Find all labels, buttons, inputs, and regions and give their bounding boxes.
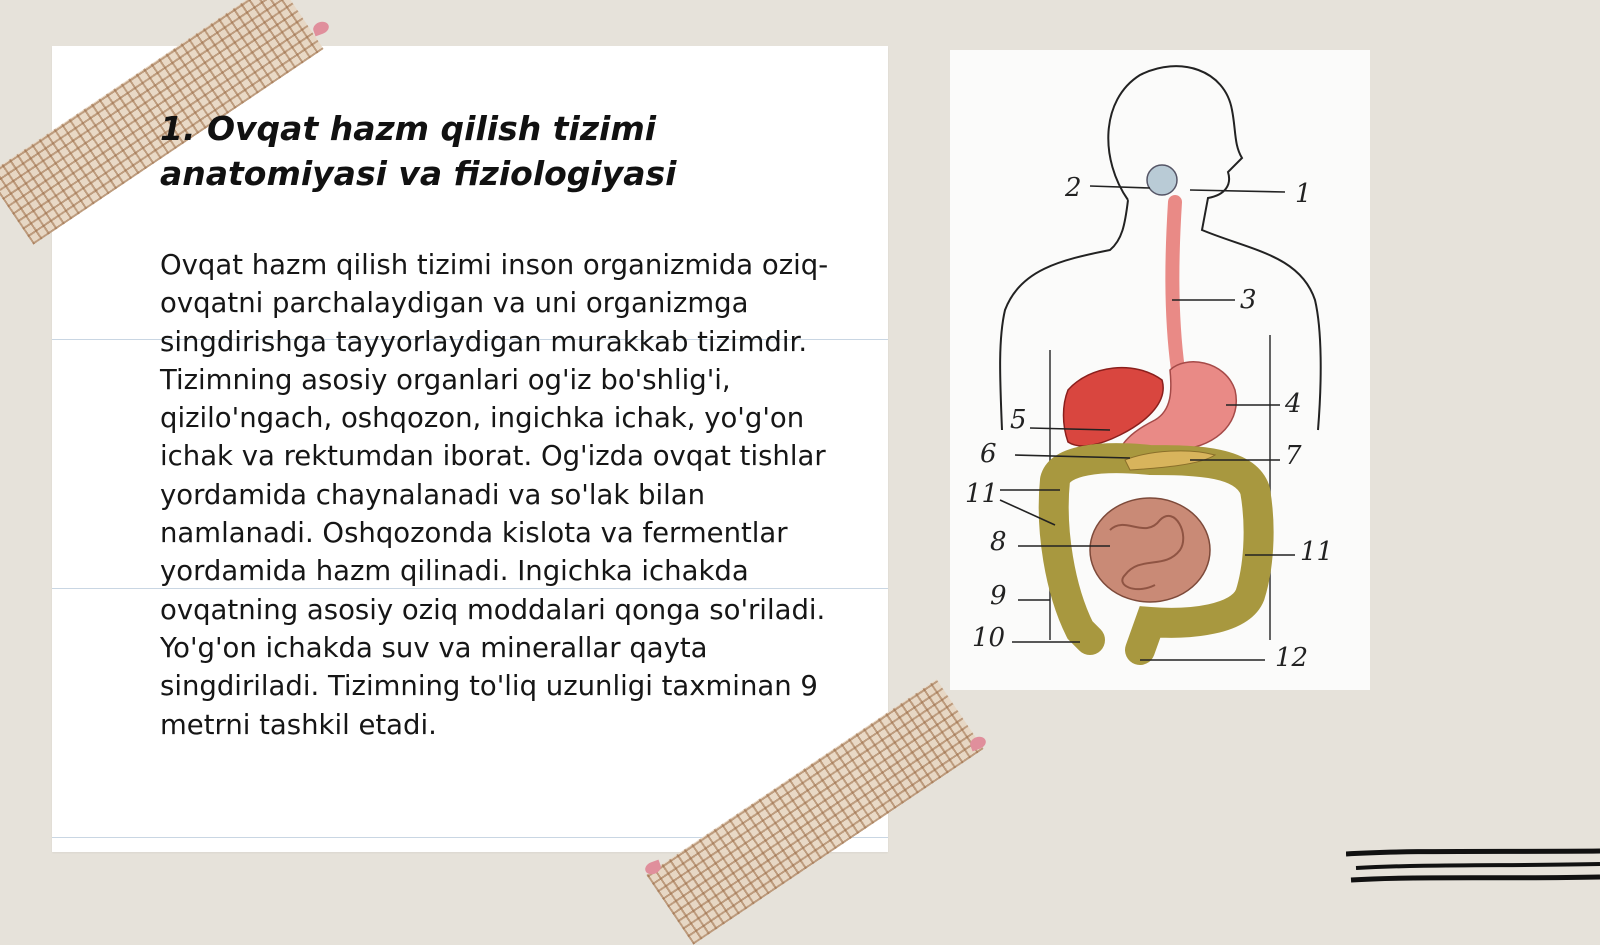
label-1: 1 [1295,179,1312,209]
digestive-system-illustration [950,50,1370,690]
slide-paragraph: Ovqat hazm qilish tizimi inson organizmida oziq-ovqatni parchalaydigan va uni organizmga singdirishga tayyorlaydigan murakkab tizimdir. Tizimning asosiy organlari og'iz bo'shlig'i, qizilo'ngach, oshqozon, ingichka ichak, yo'g'on ichak va rektumdan iborat. Og'izda ovqat tishlar yordamida chaynalanadi va so'lak bilan namlanadi. Oshqozonda kislota va fermentlar yordamida hazm qilinadi. Ingichka ichakda ovqatning asosiy oziq moddalari qonga so'riladi. Yo'g'on ichakda suv va minerallar qayta singdiriladi. Tizimning to'liq uzunligi taxminan 9 metrni tashkil etadi. [160,249,829,741]
label-7: 7 [1285,441,1302,471]
label-8: 8 [990,527,1007,557]
label-11-left: 11 [965,479,999,509]
slide-title: 1. Ovqat hazm qilish tizimi anatomiyasi va fiziologiyasi [160,109,677,193]
label-6: 6 [980,439,997,469]
label-5: 5 [1010,405,1027,435]
label-4: 4 [1285,389,1302,419]
label-9: 9 [990,581,1007,611]
tape-tip-decoration [311,20,330,37]
label-10: 10 [972,623,1006,653]
body-outline [1000,66,1321,430]
salivary-gland [1147,165,1177,195]
label-11-right: 11 [1300,537,1334,567]
digestive-system-figure [950,50,1370,690]
label-3: 3 [1240,285,1257,315]
label-2: 2 [1065,173,1082,203]
label-12: 12 [1275,643,1309,673]
decorative-brush-lines [1346,846,1600,896]
esophagus [1172,202,1178,370]
